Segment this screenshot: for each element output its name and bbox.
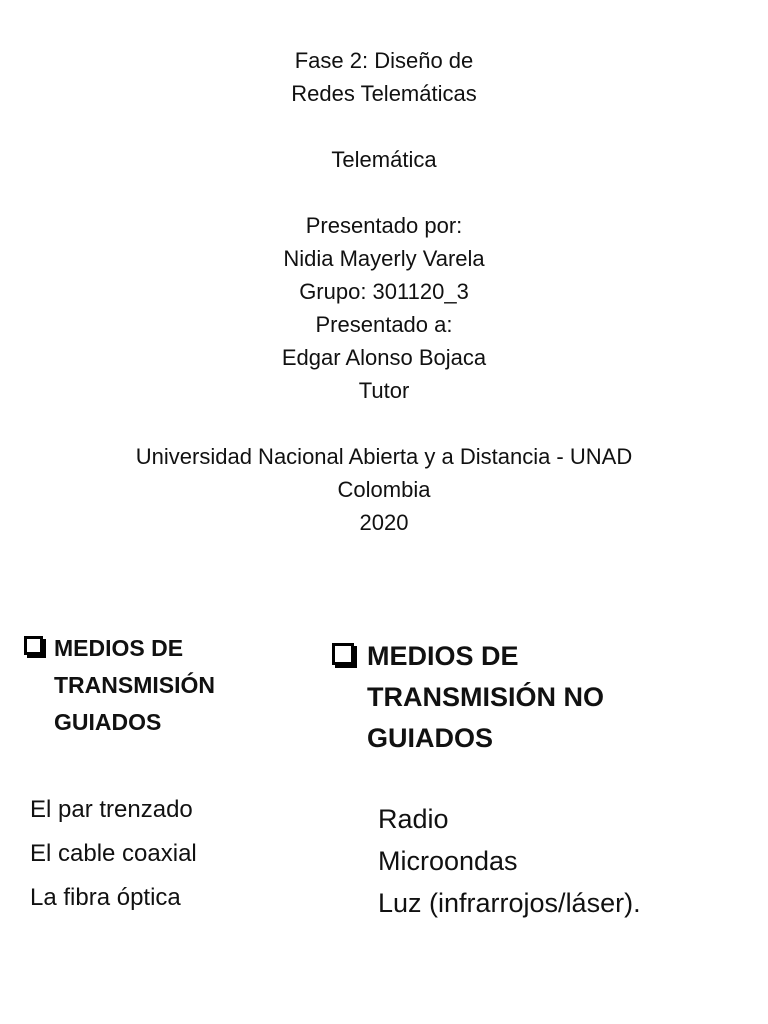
unguided-media-section (332, 636, 752, 759)
unguided-media-list (378, 798, 641, 924)
tutor-name: Edgar Alonso Bojaca (281, 345, 487, 370)
hollow-square-bullet-icon (332, 643, 354, 665)
group-label: Grupo: 301120_3 (299, 279, 469, 304)
list-item: Radio (378, 804, 449, 834)
student-name: Nidia Mayerly Varela (283, 246, 485, 271)
heading-line: GUIADOS (367, 723, 494, 753)
list-item: El par trenzado (30, 796, 193, 823)
guided-media-section (24, 630, 314, 741)
spacer (0, 407, 768, 440)
unguided-media-heading-text (367, 636, 604, 759)
heading-line: TRANSMISIÓN (54, 672, 215, 698)
list-item: Luz (infrarrojos/láser). (378, 888, 641, 918)
heading-line: MEDIOS DE (54, 635, 184, 661)
title-line-2: Redes Telemáticas (291, 81, 477, 106)
title-line-1: Fase 2: Diseño de (294, 48, 474, 73)
university-name: Universidad Nacional Abierta y a Distancia - UNAD (135, 444, 633, 469)
guided-media-heading-text (54, 630, 215, 741)
hollow-square-bullet-icon (24, 636, 43, 655)
spacer (0, 176, 768, 209)
country-name: Colombia (337, 477, 431, 502)
heading-line: GUIADOS (54, 709, 162, 735)
spacer (0, 110, 768, 143)
heading-line: MEDIOS DE (367, 641, 519, 671)
guided-media-list (30, 788, 197, 920)
presented-to-label: Presentado a: (315, 312, 453, 337)
list-item: El cable coaxial (30, 840, 197, 867)
heading-line: TRANSMISIÓN NO (367, 682, 605, 712)
cover-block (0, 44, 768, 539)
list-item: La fibra óptica (30, 884, 181, 911)
year-label: 2020 (359, 510, 409, 535)
course-name: Telemática (331, 147, 437, 172)
presented-by-label: Presentado por: (305, 213, 463, 238)
list-item: Microondas (378, 846, 518, 876)
guided-media-heading (24, 630, 314, 741)
unguided-media-heading (332, 636, 752, 759)
tutor-role: Tutor (358, 378, 410, 403)
